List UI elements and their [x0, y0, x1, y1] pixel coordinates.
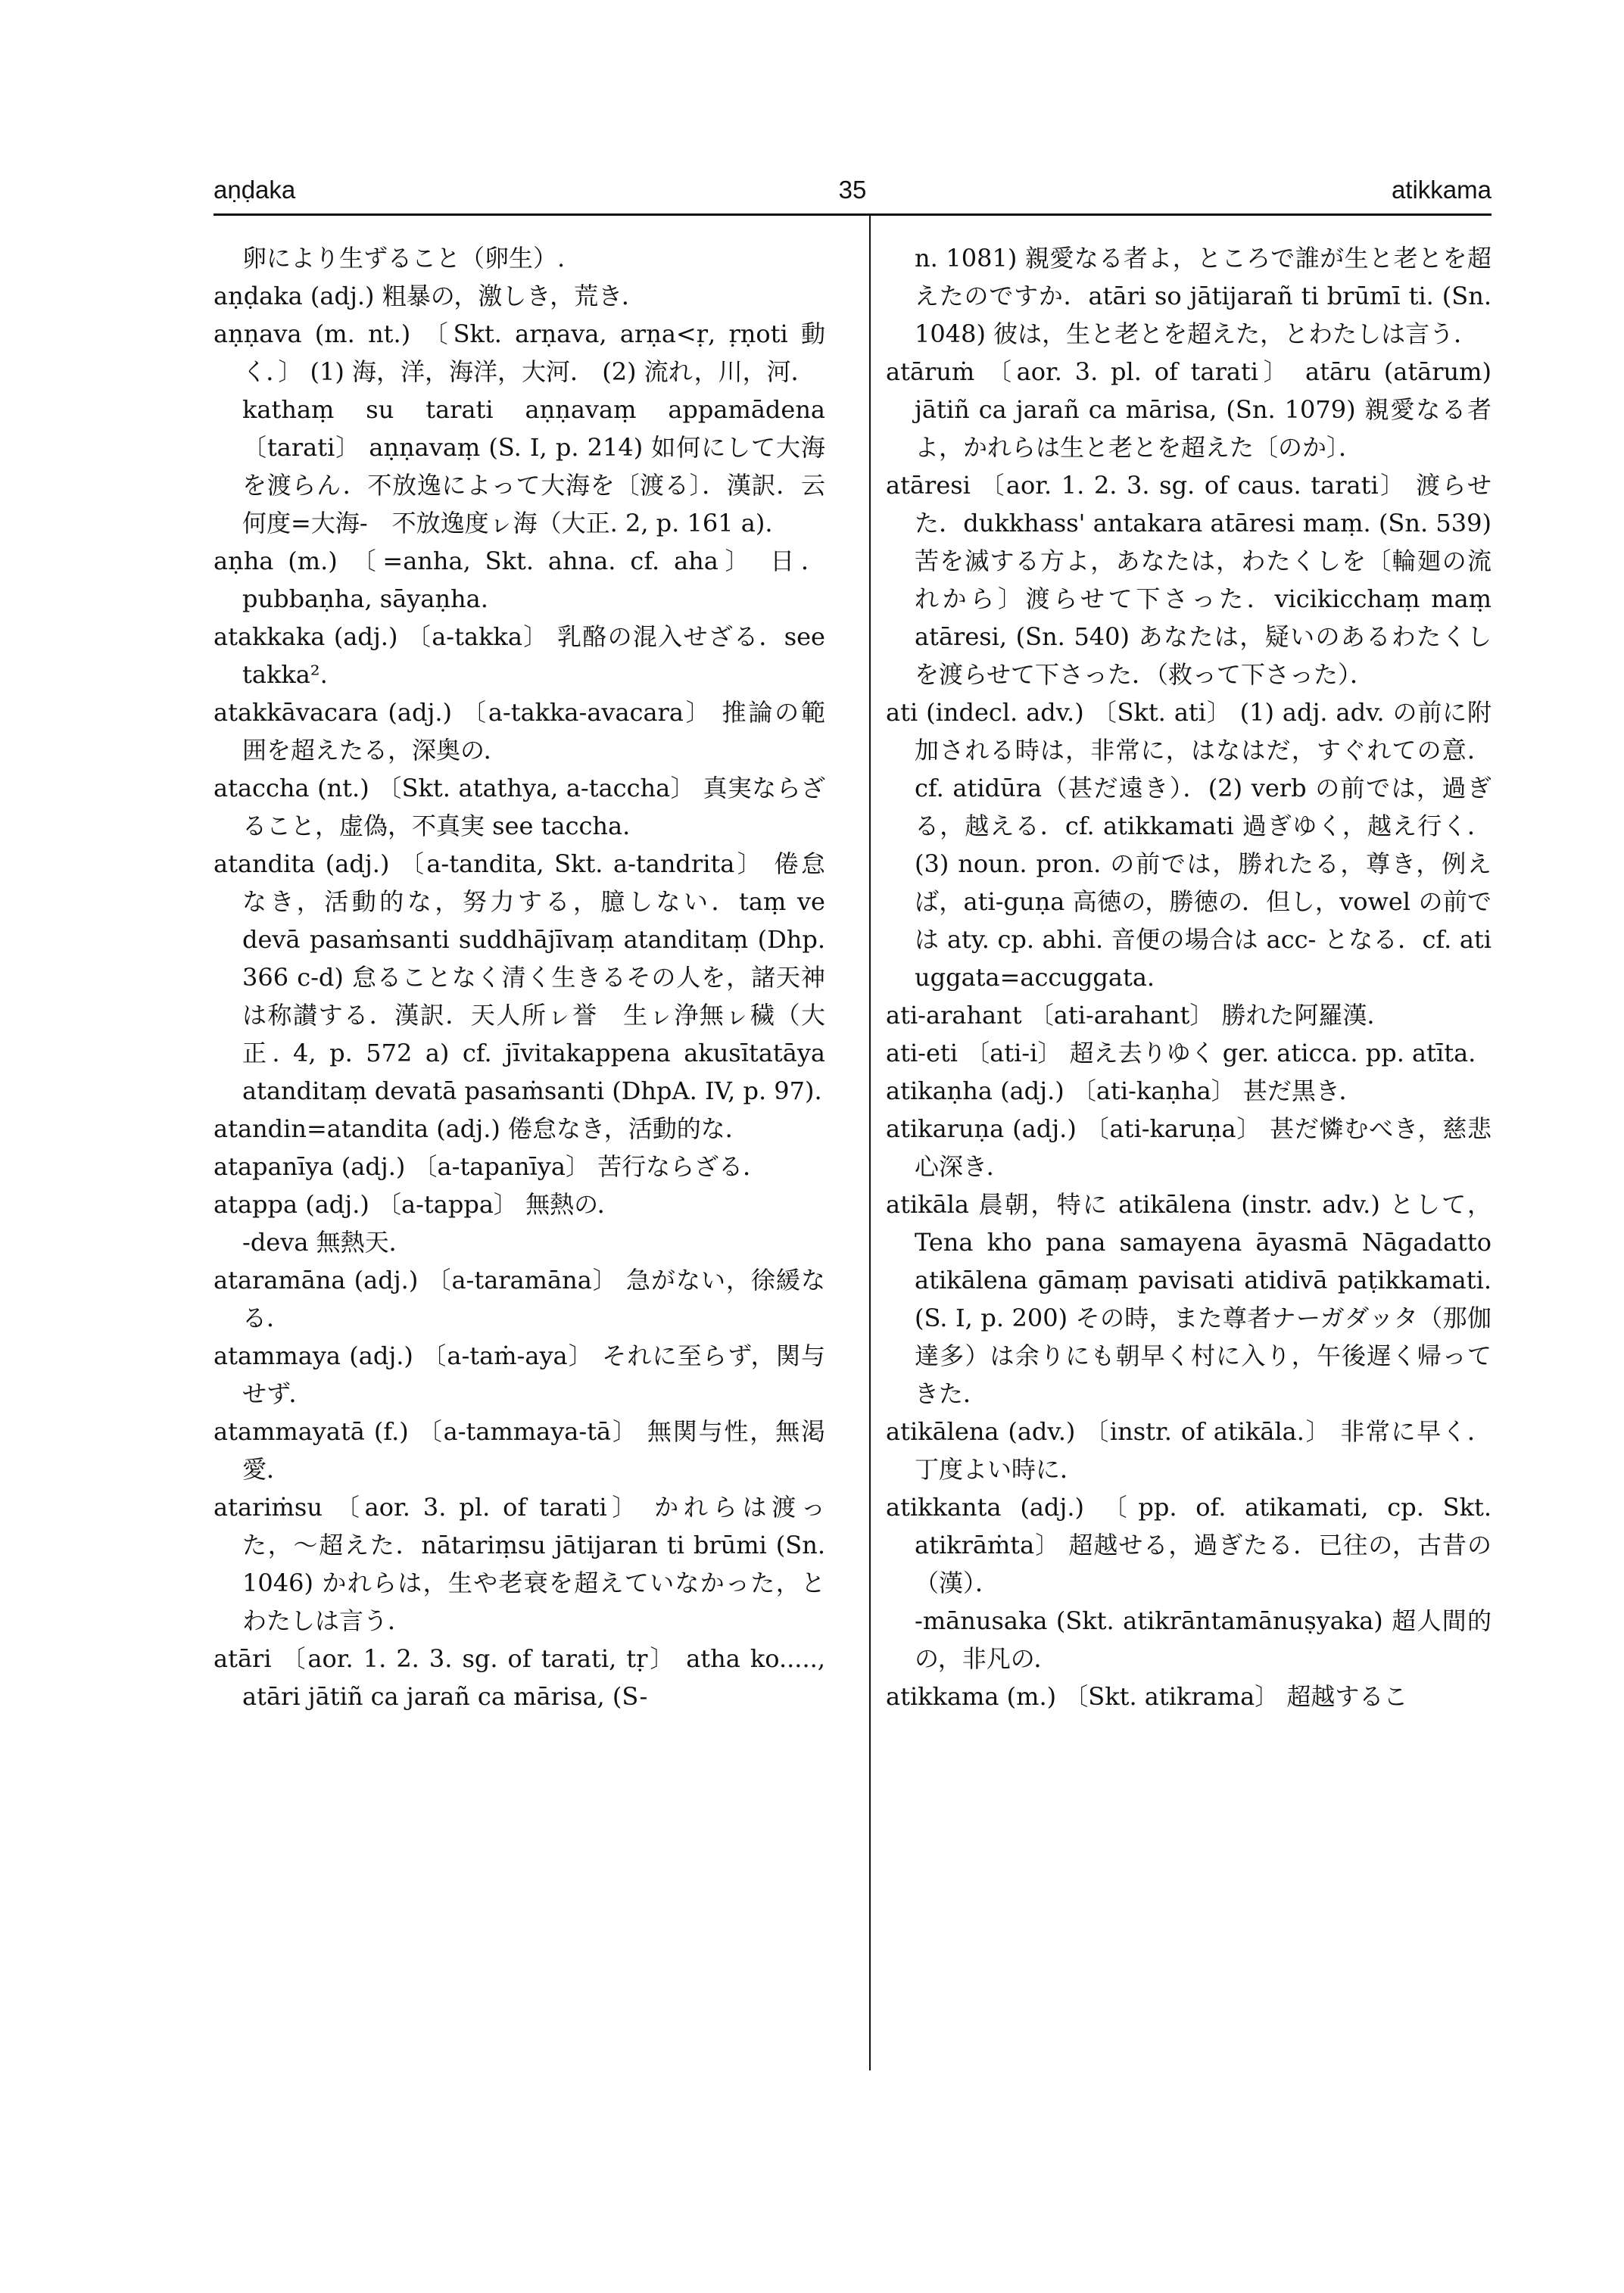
left-column	[214, 239, 825, 1715]
dictionary-entry: atapanīya (adj.) 〔a-tapanīya〕 苦行ならざる．	[214, 1152, 768, 1181]
dictionary-entry: atikālena (adv.) 〔instr. of atikāla.〕 非常に早く．丁度よい時に．	[886, 1417, 1492, 1484]
dictionary-entry: atakkaka (adj.) 〔a-takka〕 乳酪の混入せざる．see takka².	[214, 622, 825, 689]
dictionary-entry: atammayatā (f.) 〔a-tammaya-tā〕 無関与性，無渇愛．	[214, 1417, 825, 1484]
dictionary-entry: atikāla 晨朝，特に atikālena (instr. adv.) として，Tena kho pana samayena āyasmā Nāgadatto atikālena gāmaṃ pavisati atidivā paṭikkamati. (S. I, p. 200) その時，また尊者ナーガダッタ（那伽達多）は余りにも朝早く村に入り，午後遅く帰ってきた．	[886, 1190, 1492, 1408]
dictionary-entry: atāri 〔aor. 1. 2. 3. sg. of tarati, tṛ〕 atha ko....., atāri jātiñ ca jarañ ca mārisa, (S-	[214, 1644, 825, 1711]
dictionary-entry: atammaya (adj.) 〔a-taṁ-aya〕 それに至らず，関与せず．	[214, 1341, 825, 1408]
dictionary-subentry: -mānusaka (Skt. atikrāntamānuṣyaka) 超人間的の，非凡の．	[915, 1606, 1492, 1673]
dictionary-entry: atikaruṇa (adj.) 〔ati-karuṇa〕 甚だ憐むべき，慈悲心深き．	[886, 1114, 1492, 1181]
page-number: 35	[838, 176, 867, 204]
dictionary-example: kathaṃ su tarati aṇṇavaṃ appamādena 〔tarati〕 aṇṇavaṃ (S. I, p. 214) 如何にして大海を渡らん．不放逸によって大海を〔渡る〕．漢訳．云何度=大海- 不放逸度ㇾ海（大正. 2, p. 161 a).	[242, 395, 825, 537]
header-rule	[214, 213, 1492, 216]
dictionary-entry: atāruṁ 〔aor. 3. pl. of tarati〕 atāru (atārum) jātiñ ca jarañ ca mārisa, (Sn. 1079) 親愛なる者よ，かれらは生と老とを超えた〔のか〕．	[886, 357, 1492, 462]
dictionary-subentry: -deva 無熱天．	[242, 1228, 413, 1257]
dictionary-entry: atandita (adj.) 〔a-tandita, Skt. a-tandrita〕 倦怠なき，活動的な，努力する，臆しない．taṃ ve devā pasaṁsanti suddhājīvaṃ atanditaṃ (Dhp. 366 c-d) 怠ることなく清く生きるその人を，諸天神は称讃する．漢訳．天人所ㇾ誉 生ㇾ浄無ㇾ穢（大正. 4, p. 572 a) cf. jīvitakappena akusītatāya atanditaṃ devatā pasaṁsanti (DhpA. IV, p. 97).	[214, 849, 825, 1105]
dictionary-entry: atikkanta (adj.) 〔pp. of. atikamati, cp. Skt. atikrāṁta〕 超越せる，過ぎたる．已往の，古昔の（漢）．	[886, 1493, 1492, 1597]
dictionary-entry: atariṁsu 〔aor. 3. pl. of tarati〕 かれらは渡った，〜超えた．nātariṃsu jātijaran ti brūmi (Sn. 1046) かれらは，生や老衰を超えていなかった，とわたしは言う．	[214, 1493, 825, 1635]
dictionary-entry: ati-eti 〔ati-i〕 超え去りゆく ger. aticca. pp. atīta.	[886, 1039, 1476, 1067]
dictionary-entry: ataramāna (adj.) 〔a-taramāna〕 急がない，徐緩なる．	[214, 1266, 825, 1332]
dictionary-entry: ataccha (nt.) 〔Skt. atathya, a-taccha〕 真実ならざること，虚偽，不真実 see taccha.	[214, 774, 825, 840]
header-first-word: aṇḍaka	[214, 176, 296, 204]
dictionary-entry: atāresi 〔aor. 1. 2. 3. sg. of caus. tarati〕 渡らせた．dukkhass' antakara atāresi maṃ. (Sn. 539) 苦を滅する方よ，あなたは，わたくしを〔輪廻の流れから〕渡らせて下さった．vicikicchaṃ maṃ atāresi, (Sn. 540) あなたは，疑いのあるわたくしを渡らせて下さった．（救って下さった）．	[886, 471, 1492, 689]
dictionary-entry: aṇṇava (m. nt.) 〔Skt. arṇava, arṇa<ṛ, ṛṇoti 動く．〕 (1) 海，洋，海洋，大河． (2) 流れ，川，河．	[214, 319, 825, 386]
dictionary-entry: ati-arahant 〔ati-arahant〕 勝れた阿羅漢．	[886, 1001, 1392, 1030]
dictionary-entry: aṇḍaka (adj.) 粗暴の，激しき，荒き．	[214, 282, 646, 310]
dictionary-entry: n. 1081) 親愛なる者よ，ところで誰が生と老とを超えたのですか．atāri so jātijarañ ti brūmī ti. (Sn. 1048) 彼は，生と老とを超えた，とわたしは言う．	[915, 244, 1492, 348]
running-header	[214, 176, 1492, 215]
dictionary-entry: atikaṇha (adj.) 〔ati-kaṇha〕 甚だ黒き．	[886, 1076, 1364, 1105]
dictionary-entry: atikkama (m.) 〔Skt. atikrama〕 超越するこ	[886, 1682, 1408, 1711]
header-last-word: atikkama	[1391, 176, 1492, 204]
dictionary-entry: aṇha (m.) 〔=anha, Skt. ahna. cf. aha〕 日．pubbaṇha, sāyaṇha.	[214, 547, 825, 613]
dictionary-entry: 卵により生ずること（卵生）.	[242, 244, 566, 273]
dictionary-entry: atappa (adj.) 〔a-tappa〕 無熱の．	[214, 1190, 622, 1219]
dictionary-entry: ati (indecl. adv.) 〔Skt. ati〕 (1) adj. adv. の前に附加される時は，非常に，はなはだ，すぐれての意．cf. atidūra（甚だ遠き）．(2) verb の前では，過ぎる，越える．cf. atikkamati 過ぎゆく，越え行く． (3) noun. pron. の前では，勝れたる，尊き，例えば，ati-guṇa 高徳の，勝徳の．但し，vowel の前では aty. cp. abhi. 音便の場合は acc- となる．cf. ati uggata=accuggata.	[886, 698, 1492, 992]
column-divider	[869, 216, 871, 2070]
dictionary-entry: atakkāvacara (adj.) 〔a-takka-avacara〕 推論の範囲を超えたる，深奥の．	[214, 698, 825, 765]
right-column	[886, 239, 1492, 1715]
dictionary-entry: atandin=atandita (adj.) 倦怠なき，活動的な．	[214, 1114, 750, 1143]
